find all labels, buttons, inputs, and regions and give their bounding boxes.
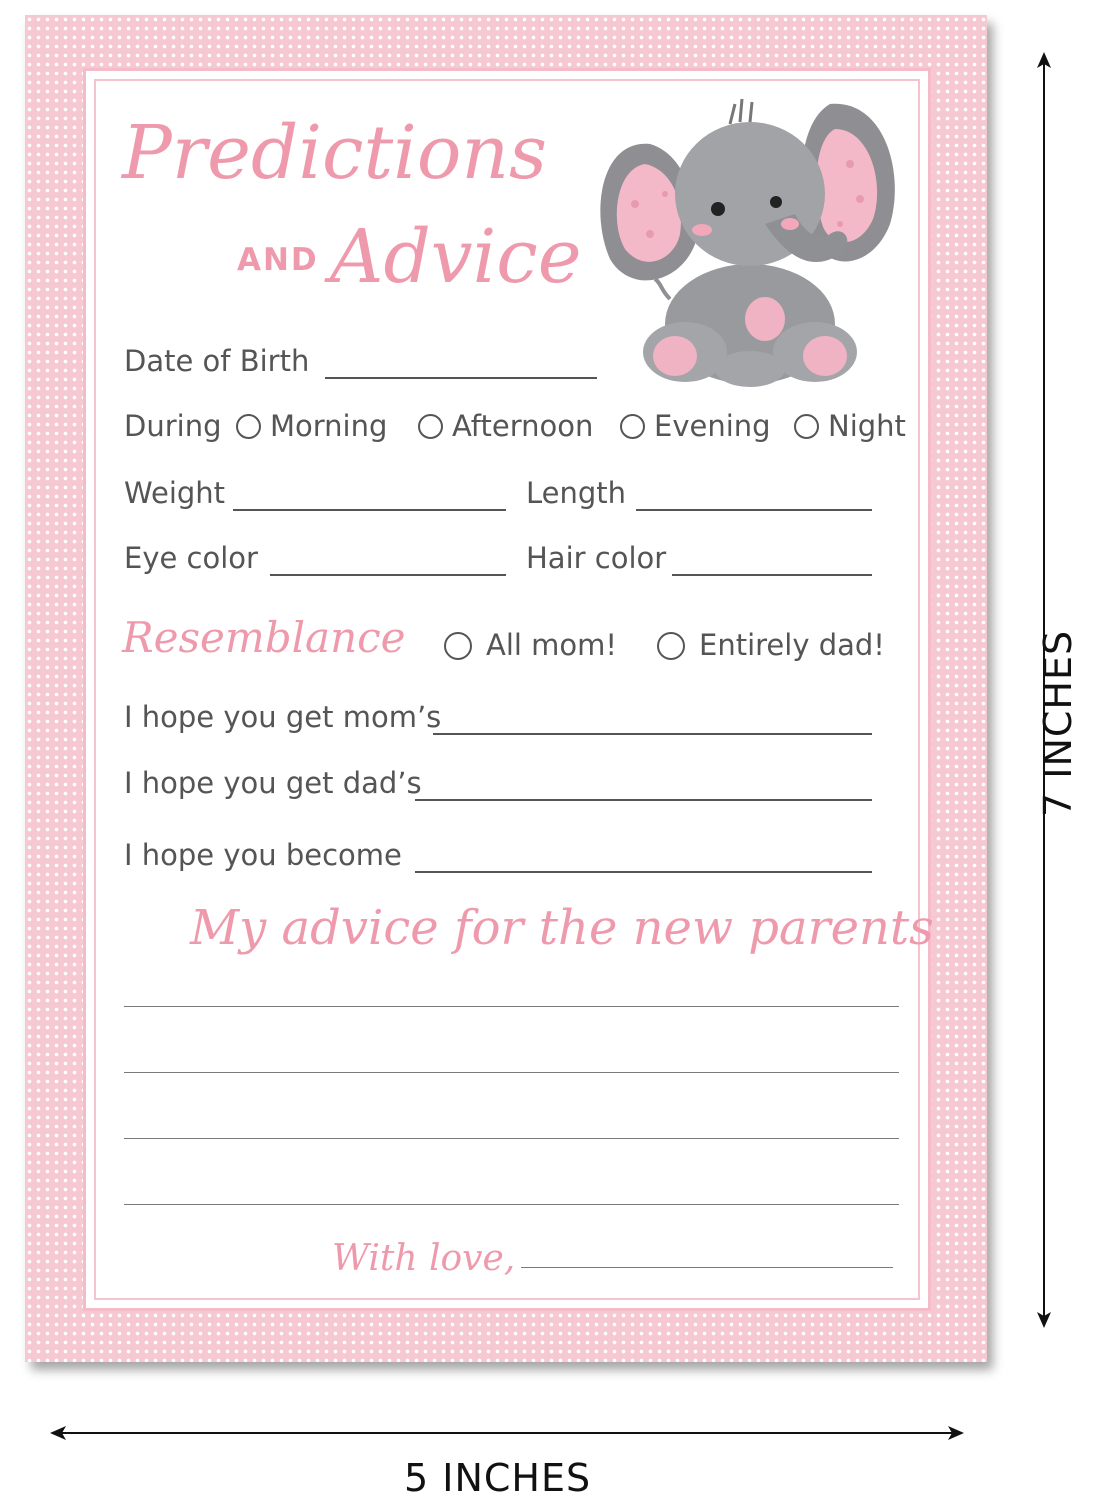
length-line[interactable] — [636, 509, 872, 511]
radio-afternoon[interactable] — [418, 414, 443, 439]
hope-dad-line[interactable] — [415, 799, 872, 801]
radio-all-mom[interactable] — [444, 632, 472, 660]
date-of-birth-line[interactable] — [325, 377, 597, 379]
hope-become-line[interactable] — [415, 871, 872, 873]
eye-color-line[interactable] — [270, 574, 506, 576]
height-dimension-label: 7 INCHES — [1036, 629, 1080, 817]
advice-line-4[interactable] — [124, 1204, 899, 1205]
title-and: AND — [237, 242, 319, 278]
hope-dad-label: I hope you get dad’s — [124, 766, 422, 800]
hope-become-label: I hope you become — [124, 838, 402, 872]
during-label: During — [124, 409, 222, 443]
radio-morning[interactable] — [236, 414, 261, 439]
advice-line-3[interactable] — [124, 1138, 899, 1139]
hair-color-line[interactable] — [672, 574, 872, 576]
hair-color-label: Hair color — [526, 541, 667, 575]
title-predictions: Predictions — [122, 110, 548, 196]
option-night: Night — [828, 409, 906, 443]
radio-night[interactable] — [794, 414, 819, 439]
radio-entirely-dad[interactable] — [657, 632, 685, 660]
hope-mom-label: I hope you get mom’s — [124, 700, 442, 734]
option-all-mom: All mom! — [486, 628, 618, 662]
option-morning: Morning — [270, 409, 388, 443]
title-advice: Advice — [330, 214, 582, 300]
hope-mom-line[interactable] — [433, 733, 872, 735]
width-dimension-arrow — [48, 1421, 966, 1445]
baby-elephant-icon — [590, 84, 900, 390]
signoff-line[interactable] — [521, 1267, 893, 1268]
option-afternoon: Afternoon — [452, 409, 594, 443]
date-of-birth-label: Date of Birth — [124, 344, 310, 378]
weight-line[interactable] — [233, 509, 506, 511]
length-label: Length — [526, 476, 627, 510]
option-entirely-dad: Entirely dad! — [699, 628, 885, 662]
eye-color-label: Eye color — [124, 541, 258, 575]
signoff-label: With love, — [332, 1238, 516, 1279]
width-dimension-label: 5 INCHES — [404, 1456, 592, 1500]
option-evening: Evening — [654, 409, 771, 443]
radio-evening[interactable] — [620, 414, 645, 439]
advice-heading: My advice for the new parents — [190, 900, 934, 956]
advice-line-1[interactable] — [124, 1006, 899, 1007]
weight-label: Weight — [124, 476, 226, 510]
advice-line-2[interactable] — [124, 1072, 899, 1073]
resemblance-heading: Resemblance — [122, 613, 406, 662]
